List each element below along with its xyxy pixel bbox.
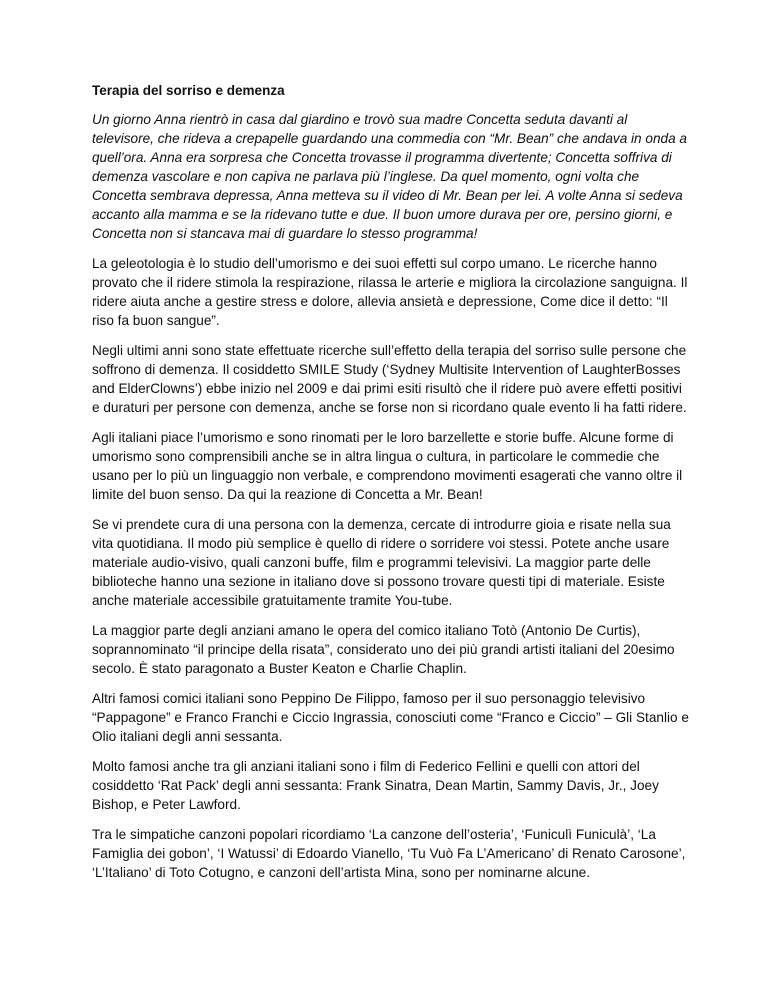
paragraph-songs: Tra le simpatiche canzoni popolari ricordiamo ‘La canzone dell’osteria’, ‘Funiculì Funiculà’, ‘La Famiglia dei gobon’, ‘I Watussi’ di Edoardo Vianello, ‘Tu Vuò Fa L’Americano’ di Renato Carosone’, ‘L’Italiano’ di Toto Cotugno, e canzoni dell’artista Mina, sono per nominarne alcune. <box>92 827 686 880</box>
paragraph-other-comedians: Altri famosi comici italiani sono Peppino De Filippo, famoso per il suo personaggio televisivo “Pappagone” e Franco Franchi e Ciccio Ingrassia, conosciuti come “Franco e Ciccio” – Gli Stanlio e Olio italiani degli anni sessanta. <box>92 691 689 744</box>
document-page <box>92 82 692 893</box>
paragraph-italian-humour: Agli italiani piace l’umorismo e sono rinomati per le loro barzellette e storie buffe. Alcune forme di umorismo sono comprensibili anche se in altra lingua o cultura, in particolare le commedie che usano per lo più un linguaggio non verbale, e comprendono movimenti esagerati che vanno oltre il limite del buon senso. Da qui la reazione di Concetta a Mr. Bean! <box>92 430 683 502</box>
paragraph-geleotologia: La geleotologia è lo studio dell’umorismo e dei suoi effetti sul corpo umano. Le ricerche hanno provato che il ridere stimola la respirazione, rilassa le arterie e migliora la circolazione sanguigna. Il ridere aiuta anche a gestire stress e dolore, allevia ansietà e depressione, Come dice il detto: “Il riso fa buon sangue”. <box>92 256 688 328</box>
intro-story-paragraph: Un giorno Anna rientrò in casa dal giardino e trovò sua madre Concetta seduta davanti al televisore, che rideva a crepapelle guardando una commedia con “Mr. Bean” che andava in onda a quell’ora. Anna era sorpresa che Concetta trovasse il programma divertente; Concetta soffriva di demenza vascolare e non capiva ne parlava più l’inglese. Da quel momento, ogni volta che Concetta sembrava depressa, Anna metteva su il video di Mr. Bean per lei. A volte Anna si sedeva accanto alla mamma e se la ridevano tutte e due. Il buon umore durava per ore, persino giorni, e Concetta non si stancava mai di guardare lo stesso programma! <box>92 112 687 241</box>
document-title: Terapia del sorriso e demenza <box>92 83 285 98</box>
paragraph-films: Molto famosi anche tra gli anziani italiani sono i film di Federico Fellini e quelli con attori del cosiddetto ‘Rat Pack’ degli anni sessanta: Frank Sinatra, Dean Martin, Sammy Davis, Jr., Joey Bishop, e Peter Lawford. <box>92 759 659 812</box>
paragraph-smile-study: Negli ultimi anni sono state effettuate ricerche sull’effetto della terapia del sorriso sulle persone che soffrono di demenza. Il cosiddetto SMILE Study (‘Sydney Multisite Intervention of LaughterBosses and ElderClowns’) ebbe inizio nel 2009 e dai primi esiti risultò che il ridere può avere effetti positivi e duraturi per persone con demenza, anche se forse non si ricordano quale evento li ha fatti ridere. <box>92 343 687 415</box>
paragraph-caregiver-advice: Se vi prendete cura di una persona con la demenza, cercate di introdurre gioia e risate nella sua vita quotidiana. Il modo più semplice è quello di ridere o sorridere voi stessi. Potete anche usare materiale audio-visivo, quali canzoni buffe, film e programmi televisivi. La maggior parte delle biblioteche hanno una sezione in italiano dove si possono trovare questi tipi di materiale. Esiste anche materiale accessibile gratuitamente tramite You-tube. <box>92 517 671 608</box>
paragraph-toto: La maggior parte degli anziani amano le opera del comico italiano Totò (Antonio De Curtis), soprannominato “il principe della risata”, considerato uno dei più grandi artisti italiani del 20esimo secolo. È stato paragonato a Buster Keaton e Charlie Chaplin. <box>92 623 675 676</box>
